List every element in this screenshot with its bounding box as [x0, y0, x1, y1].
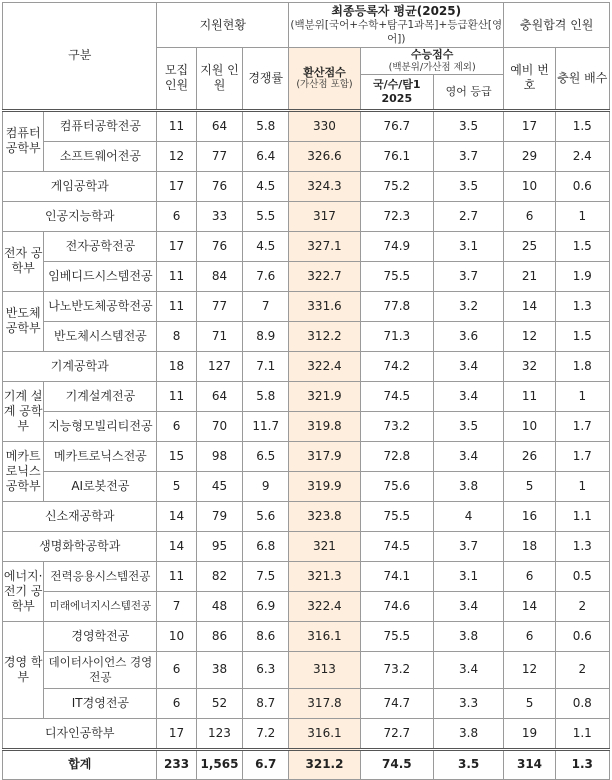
score-cell: 321.9	[289, 381, 361, 411]
dept-name: 소프트웨어전공	[44, 141, 157, 171]
reserve-cell: 6	[504, 561, 555, 591]
dept-name: 반도체시스템전공	[44, 321, 157, 351]
rate-cell: 4.5	[243, 171, 289, 201]
dept-name: 지능형모빌리티전공	[44, 411, 157, 441]
kmi-cell: 73.2	[360, 411, 433, 441]
rate-cell: 6.5	[243, 441, 289, 471]
ratio-cell: 0.5	[555, 561, 609, 591]
quota-cell: 6	[157, 688, 196, 718]
applicants-cell: 77	[196, 141, 243, 171]
ratio-cell: 0.6	[555, 171, 609, 201]
kmi-cell: 75.6	[360, 471, 433, 501]
header-converted-score	[289, 48, 361, 111]
eng-cell: 3.1	[433, 561, 504, 591]
quota-cell: 7	[157, 591, 196, 621]
reserve-cell: 19	[504, 718, 555, 749]
rate-cell: 8.6	[243, 621, 289, 651]
reserve-cell: 32	[504, 351, 555, 381]
table-row	[3, 471, 610, 501]
score-cell: 319.9	[289, 471, 361, 501]
reserve-cell: 6	[504, 201, 555, 231]
ratio-cell: 1.8	[555, 351, 609, 381]
quota-cell: 10	[157, 621, 196, 651]
eng-cell: 3.1	[433, 231, 504, 261]
dept-name: 데이터사이언스 경영전공	[44, 651, 157, 688]
eng-cell: 3.5	[433, 110, 504, 141]
score-cell: 323.8	[289, 501, 361, 531]
score-cell: 322.4	[289, 351, 361, 381]
header-additional-pass: 충원합격 인원	[504, 3, 610, 48]
header-competition: 경쟁률	[243, 48, 289, 111]
quota-cell: 6	[157, 411, 196, 441]
table-row	[3, 651, 610, 688]
quota-cell: 6	[157, 201, 196, 231]
suneung-note: (백분위/가산점 제외)	[388, 61, 476, 73]
rate-cell: 8.9	[243, 321, 289, 351]
eng-cell: 3.5	[433, 171, 504, 201]
kmi-cell: 75.2	[360, 171, 433, 201]
kmi-cell: 76.1	[360, 141, 433, 171]
header-reserve-no: 예비 번호	[504, 48, 555, 111]
kmi-cell: 77.8	[360, 291, 433, 321]
table-row	[3, 688, 610, 718]
ratio-cell: 1.7	[555, 411, 609, 441]
header-applicants: 지원 인원	[196, 48, 243, 111]
reserve-cell: 6	[504, 621, 555, 651]
score-cell: 313	[289, 651, 361, 688]
header-suneung	[360, 48, 504, 75]
table-row	[3, 141, 610, 171]
kmi-label: 국/수/탐1	[373, 77, 421, 91]
quota-cell: 15	[157, 441, 196, 471]
reserve-cell: 25	[504, 231, 555, 261]
eng-cell: 3.4	[433, 591, 504, 621]
applicants-cell: 71	[196, 321, 243, 351]
score-cell: 330	[289, 110, 361, 141]
score-cell: 322.4	[289, 591, 361, 621]
quota-cell: 17	[157, 718, 196, 749]
kmi-cell: 75.5	[360, 621, 433, 651]
converted-score-label: 환산점수	[303, 65, 346, 79]
applicants-cell: 38	[196, 651, 243, 688]
total-kmi: 74.5	[360, 749, 433, 779]
rate-cell: 5.6	[243, 501, 289, 531]
table-row	[3, 441, 610, 471]
table-row	[3, 718, 610, 749]
applicants-cell: 82	[196, 561, 243, 591]
score-cell: 324.3	[289, 171, 361, 201]
eng-cell: 3.6	[433, 321, 504, 351]
kmi-year: 2025	[381, 91, 413, 105]
applicants-cell: 84	[196, 261, 243, 291]
eng-cell: 3.5	[433, 411, 504, 441]
quota-cell: 18	[157, 351, 196, 381]
ratio-cell: 1.5	[555, 110, 609, 141]
applicants-cell: 48	[196, 591, 243, 621]
ratio-cell: 1.5	[555, 231, 609, 261]
quota-cell: 5	[157, 471, 196, 501]
reserve-cell: 5	[504, 688, 555, 718]
rate-cell: 6.8	[243, 531, 289, 561]
table-row	[3, 231, 610, 261]
rate-cell: 5.8	[243, 110, 289, 141]
applicants-cell: 52	[196, 688, 243, 718]
rate-cell: 6.3	[243, 651, 289, 688]
quota-cell: 11	[157, 110, 196, 141]
kmi-cell: 74.7	[360, 688, 433, 718]
applicants-cell: 79	[196, 501, 243, 531]
quota-cell: 17	[157, 231, 196, 261]
quota-cell: 11	[157, 291, 196, 321]
ratio-cell: 1	[555, 471, 609, 501]
ratio-cell: 0.8	[555, 688, 609, 718]
reserve-cell: 14	[504, 591, 555, 621]
applicants-cell: 64	[196, 110, 243, 141]
eng-cell: 3.7	[433, 531, 504, 561]
rate-cell: 7.5	[243, 561, 289, 591]
ratio-cell: 1.1	[555, 718, 609, 749]
table-row	[3, 351, 610, 381]
dept-name: 기계설계전공	[44, 381, 157, 411]
table-row	[3, 621, 610, 651]
dept-name: 신소재공학과	[3, 501, 157, 531]
kmi-cell: 74.6	[360, 591, 433, 621]
table-row	[3, 291, 610, 321]
eng-cell: 3.4	[433, 381, 504, 411]
total-eng: 3.5	[433, 749, 504, 779]
ratio-cell: 0.6	[555, 621, 609, 651]
group-electronics: 전자 공학부	[3, 231, 44, 291]
score-cell: 321.3	[289, 561, 361, 591]
table-row	[3, 110, 610, 141]
applicants-cell: 76	[196, 231, 243, 261]
final-average-note: (백분위[국어+수학+탐구1과목]+등급환산[영어])	[290, 19, 503, 45]
rate-cell: 11.7	[243, 411, 289, 441]
kmi-cell: 76.7	[360, 110, 433, 141]
reserve-cell: 14	[504, 291, 555, 321]
dept-name: 컴퓨터공학전공	[44, 110, 157, 141]
kmi-cell: 74.2	[360, 351, 433, 381]
score-cell: 322.7	[289, 261, 361, 291]
table-row	[3, 321, 610, 351]
eng-cell: 3.8	[433, 471, 504, 501]
dept-name: AI로봇전공	[44, 471, 157, 501]
kmi-cell: 72.3	[360, 201, 433, 231]
applicants-cell: 70	[196, 411, 243, 441]
dept-name: 미래에너지시스템전공	[44, 591, 157, 621]
dept-name: 생명화학공학과	[3, 531, 157, 561]
total-quota: 233	[157, 749, 196, 779]
total-ratio: 1.3	[555, 749, 609, 779]
ratio-cell: 1.7	[555, 441, 609, 471]
kmi-cell: 74.1	[360, 561, 433, 591]
kmi-cell: 71.3	[360, 321, 433, 351]
quota-cell: 11	[157, 561, 196, 591]
dept-name: 인공지능학과	[3, 201, 157, 231]
ratio-cell: 1	[555, 201, 609, 231]
quota-cell: 14	[157, 531, 196, 561]
quota-cell: 6	[157, 651, 196, 688]
rate-cell: 7	[243, 291, 289, 321]
reserve-cell: 21	[504, 261, 555, 291]
reserve-cell: 29	[504, 141, 555, 171]
score-cell: 316.1	[289, 621, 361, 651]
score-cell: 312.2	[289, 321, 361, 351]
quota-cell: 8	[157, 321, 196, 351]
reserve-cell: 5	[504, 471, 555, 501]
rate-cell: 6.4	[243, 141, 289, 171]
eng-cell: 3.4	[433, 441, 504, 471]
dept-name: 전력응용시스템전공	[44, 561, 157, 591]
ratio-cell: 2.4	[555, 141, 609, 171]
eng-cell: 3.4	[433, 651, 504, 688]
ratio-cell: 2	[555, 591, 609, 621]
header-kmi	[360, 74, 433, 110]
rate-cell: 9	[243, 471, 289, 501]
group-mech-design: 기계 설계 공학부	[3, 381, 44, 441]
header-fill-ratio: 충원 배수	[555, 48, 609, 111]
group-computer: 컴퓨터 공학부	[3, 110, 44, 171]
kmi-cell: 73.2	[360, 651, 433, 688]
kmi-cell: 75.5	[360, 261, 433, 291]
total-row	[3, 749, 610, 779]
rate-cell: 6.9	[243, 591, 289, 621]
quota-cell: 11	[157, 261, 196, 291]
rate-cell: 8.7	[243, 688, 289, 718]
ratio-cell: 1.5	[555, 321, 609, 351]
header-category: 구분	[3, 3, 157, 111]
ratio-cell: 1.3	[555, 531, 609, 561]
header-english-grade: 영어 등급	[433, 74, 504, 110]
reserve-cell: 16	[504, 501, 555, 531]
table-row	[3, 381, 610, 411]
eng-cell: 3.8	[433, 718, 504, 749]
admission-results-table	[2, 2, 610, 780]
applicants-cell: 127	[196, 351, 243, 381]
total-applicants: 1,565	[196, 749, 243, 779]
quota-cell: 14	[157, 501, 196, 531]
kmi-cell: 74.9	[360, 231, 433, 261]
reserve-cell: 11	[504, 381, 555, 411]
applicants-cell: 33	[196, 201, 243, 231]
dept-name: 게임공학과	[3, 171, 157, 201]
converted-score-note: (가산점 포함)	[296, 79, 353, 91]
kmi-cell: 72.8	[360, 441, 433, 471]
quota-cell: 11	[157, 381, 196, 411]
table-row	[3, 171, 610, 201]
total-label: 합계	[3, 749, 157, 779]
ratio-cell: 1.9	[555, 261, 609, 291]
table-row	[3, 501, 610, 531]
total-reserve: 314	[504, 749, 555, 779]
table-row	[3, 201, 610, 231]
table-row	[3, 531, 610, 561]
header-applicant-status: 지원현황	[157, 3, 289, 48]
table-row	[3, 411, 610, 441]
ratio-cell: 1.3	[555, 291, 609, 321]
reserve-cell: 12	[504, 651, 555, 688]
dept-name: 경영학전공	[44, 621, 157, 651]
rate-cell: 7.6	[243, 261, 289, 291]
applicants-cell: 95	[196, 531, 243, 561]
ratio-cell: 1.1	[555, 501, 609, 531]
eng-cell: 3.7	[433, 141, 504, 171]
eng-cell: 3.2	[433, 291, 504, 321]
rate-cell: 7.1	[243, 351, 289, 381]
applicants-cell: 86	[196, 621, 243, 651]
dept-name: 메카트로닉스전공	[44, 441, 157, 471]
score-cell: 317.8	[289, 688, 361, 718]
reserve-cell: 12	[504, 321, 555, 351]
score-cell: 331.6	[289, 291, 361, 321]
applicants-cell: 64	[196, 381, 243, 411]
reserve-cell: 17	[504, 110, 555, 141]
applicants-cell: 98	[196, 441, 243, 471]
rate-cell: 5.8	[243, 381, 289, 411]
total-score: 321.2	[289, 749, 361, 779]
group-business: 경영 학부	[3, 621, 44, 718]
reserve-cell: 10	[504, 171, 555, 201]
eng-cell: 4	[433, 501, 504, 531]
reserve-cell: 18	[504, 531, 555, 561]
applicants-cell: 123	[196, 718, 243, 749]
rate-cell: 7.2	[243, 718, 289, 749]
header-final-average	[289, 3, 504, 48]
applicants-cell: 45	[196, 471, 243, 501]
quota-cell: 17	[157, 171, 196, 201]
dept-name: IT경영전공	[44, 688, 157, 718]
eng-cell: 3.7	[433, 261, 504, 291]
kmi-cell: 74.5	[360, 531, 433, 561]
applicants-cell: 76	[196, 171, 243, 201]
dept-name: 나노반도체공학전공	[44, 291, 157, 321]
reserve-cell: 10	[504, 411, 555, 441]
group-semiconductor: 반도체 공학부	[3, 291, 44, 351]
score-cell: 326.6	[289, 141, 361, 171]
header-quota: 모집 인원	[157, 48, 196, 111]
final-average-title: 최종등록자 평균(2025)	[331, 4, 462, 19]
reserve-cell: 26	[504, 441, 555, 471]
eng-cell: 2.7	[433, 201, 504, 231]
rate-cell: 4.5	[243, 231, 289, 261]
eng-cell: 3.3	[433, 688, 504, 718]
score-cell: 317.9	[289, 441, 361, 471]
table-row	[3, 591, 610, 621]
suneung-label: 수능점수	[410, 48, 454, 61]
ratio-cell: 1	[555, 381, 609, 411]
ratio-cell: 2	[555, 651, 609, 688]
kmi-cell: 74.5	[360, 381, 433, 411]
score-cell: 321	[289, 531, 361, 561]
applicants-cell: 77	[196, 291, 243, 321]
kmi-cell: 75.5	[360, 501, 433, 531]
table-row	[3, 261, 610, 291]
total-rate: 6.7	[243, 749, 289, 779]
quota-cell: 12	[157, 141, 196, 171]
group-energy: 에너지· 전기 공학부	[3, 561, 44, 621]
rate-cell: 5.5	[243, 201, 289, 231]
score-cell: 327.1	[289, 231, 361, 261]
eng-cell: 3.4	[433, 351, 504, 381]
dept-name: 임베디드시스템전공	[44, 261, 157, 291]
eng-cell: 3.8	[433, 621, 504, 651]
group-mechatronics: 메카트 로닉스 공학부	[3, 441, 44, 501]
dept-name: 기계공학과	[3, 351, 157, 381]
dept-name: 디자인공학부	[3, 718, 157, 749]
table-row	[3, 561, 610, 591]
kmi-cell: 72.7	[360, 718, 433, 749]
score-cell: 317	[289, 201, 361, 231]
score-cell: 319.8	[289, 411, 361, 441]
dept-name: 전자공학전공	[44, 231, 157, 261]
score-cell: 316.1	[289, 718, 361, 749]
